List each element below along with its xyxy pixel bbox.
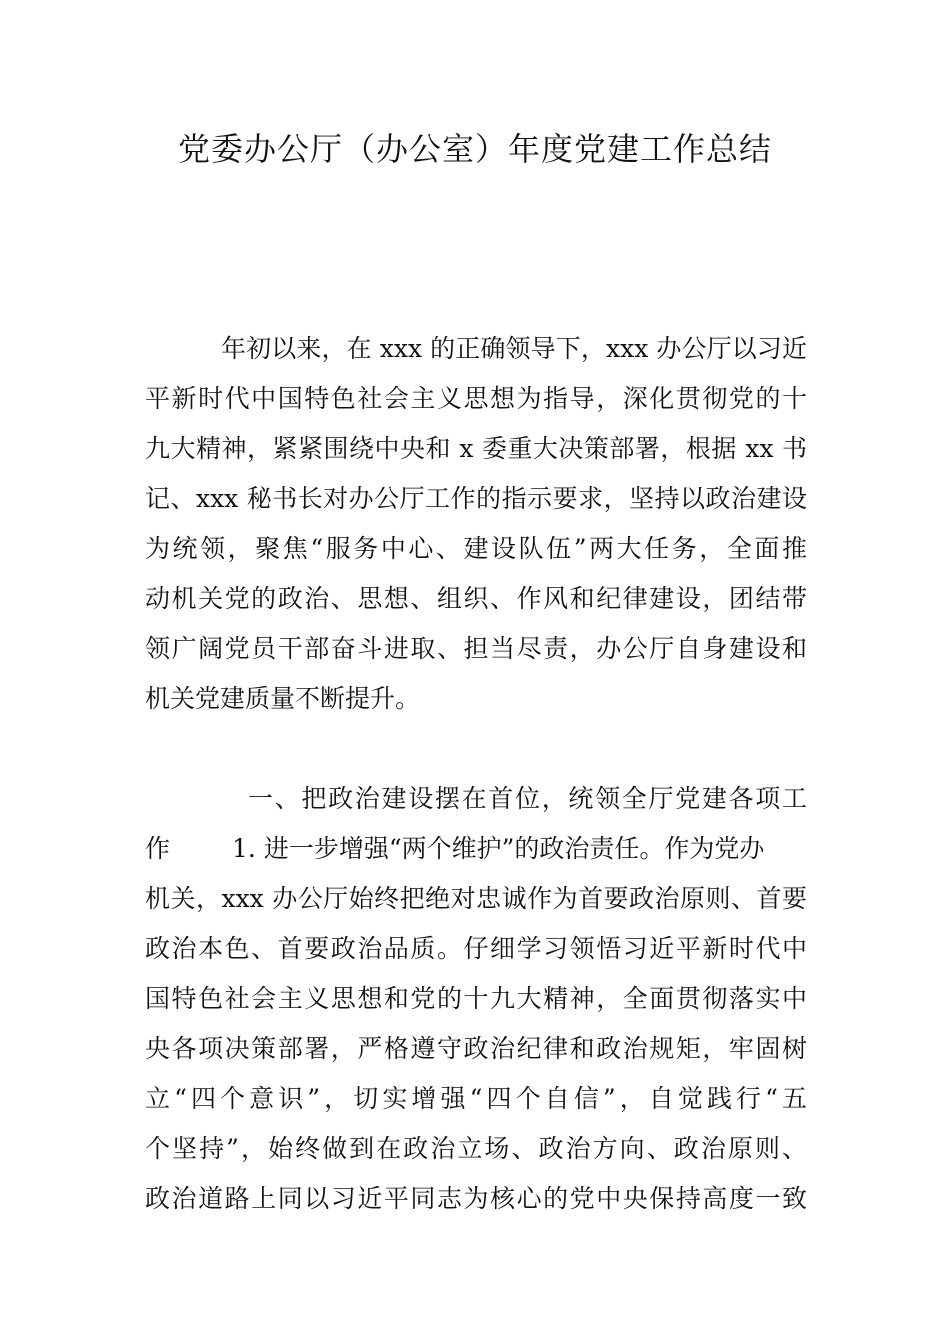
paragraph-line: 立“四个意识”，切实增强“四个自信”，自觉践行“五 — [145, 1084, 807, 1113]
paragraph-line: 动机关党的政治、思想、组织、作风和纪律建设，团结带 — [145, 584, 807, 613]
document-title: 党委办公厅（办公室）年度党建工作总结 — [177, 130, 772, 168]
section-heading-continued — [145, 824, 807, 874]
paragraph-line: 记、xxx 秘书长对办公厅工作的指示要求，坚持以政治建设 — [145, 484, 807, 513]
paragraph-line: 国特色社会主义思想和党的十九大精神，全面贯彻落实中 — [145, 984, 807, 1013]
paragraph-line: 九大精神，紧紧围绕中央和 x 委重大决策部署，根据 xx 书 — [145, 434, 807, 463]
paragraph-line: 机关党建质量不断提升。 — [145, 684, 421, 713]
paragraph-line: 领广阔党员干部奋斗进取、担当尽责，办公厅自身建设和 — [145, 634, 807, 663]
paragraph-line: 个坚持”，始终做到在政治立场、政治方向、政治原则、 — [145, 1134, 807, 1163]
section-heading: 一、把政治建设摆在首位，统领全厅党建各项工 — [248, 784, 807, 813]
section-heading-tail: 作 — [145, 834, 171, 863]
paragraph-line: 政治道路上同以习近平同志为核心的党中央保持高度一致 — [145, 1184, 807, 1213]
subheading-start: 1. 进一步增强“两个维护”的政治责任。作为党办 — [232, 834, 765, 863]
paragraph-line: 政治本色、首要政治品质。仔细学习领悟习近平新时代中 — [145, 934, 807, 963]
paragraph-line: 机关，xxx 办公厅始终把绝对忠诚作为首要政治原则、首要 — [145, 884, 807, 913]
paragraph-line: 年初以来，在 xxx 的正确领导下，xxx 办公厅以习近 — [221, 334, 807, 363]
paragraph-line: 央各项决策部署，严格遵守政治纪律和政治规矩，牢固树 — [145, 1034, 807, 1063]
paragraph-line: 平新时代中国特色社会主义思想为指导，深化贯彻党的十 — [145, 384, 807, 413]
paragraph-line: 为统领，聚焦“服务中心、建设队伍”两大任务，全面推 — [145, 534, 807, 563]
